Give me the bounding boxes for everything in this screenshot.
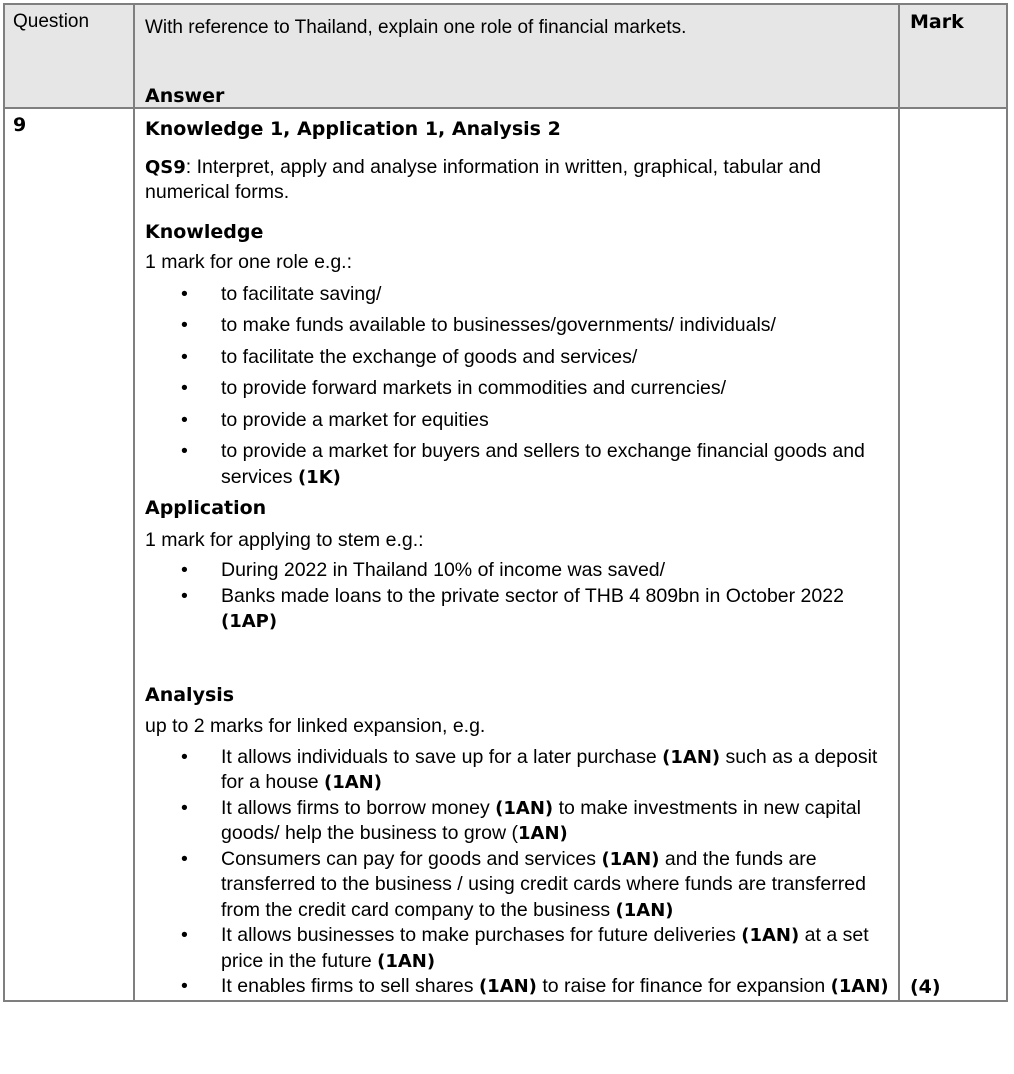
- application-intro: 1 mark for applying to stem e.g.:: [145, 528, 424, 551]
- list-item-text: Consumers can pay for goods and services: [221, 847, 602, 870]
- mark-tag: (1AP): [221, 611, 278, 632]
- bullet-icon: •: [181, 584, 188, 607]
- list-item-text: to make investments in new capital goods/ help the business to grow (: [221, 796, 861, 844]
- question-number-cell: [4, 108, 134, 1001]
- list-item-text: such as a deposit for a house: [221, 745, 878, 793]
- bullet-icon: •: [181, 345, 188, 368]
- bullet-icon: •: [181, 440, 188, 462]
- mark-header-cell: [899, 4, 1007, 108]
- bullet-icon: •: [181, 282, 188, 305]
- mark-tag: (1AN): [323, 772, 382, 793]
- list-item-text: to make funds available to businesses/governments/ individuals/: [221, 314, 776, 336]
- list-item-text: During 2022 in Thailand 10% of income was saved/: [221, 559, 666, 581]
- bullet-icon: •: [181, 924, 188, 946]
- list-item-text: to provide a market for equities: [221, 408, 489, 431]
- mark-tag: (1AN): [478, 976, 537, 997]
- bullet-icon: •: [181, 847, 188, 870]
- analysis-list: [145, 745, 890, 1000]
- qs-code: QS9: [145, 156, 186, 178]
- bullet-icon: •: [181, 559, 188, 581]
- list-item-text: It allows businesses to make purchases for future deliveries: [221, 924, 742, 946]
- list-item: [145, 974, 890, 1000]
- answer-cell: [134, 108, 899, 1001]
- bullet-icon: •: [181, 796, 188, 819]
- list-item-text: It enables firms to sell shares: [221, 975, 479, 997]
- question-text: With reference to Thailand, explain one role of financial markets.: [145, 17, 687, 38]
- list-item: [145, 796, 890, 847]
- application-list: [145, 558, 890, 635]
- question-label: Question: [13, 11, 90, 32]
- mark-tag: (1AN): [615, 899, 674, 921]
- list-item-text: to provide forward markets in commodities and currencies/: [221, 377, 727, 399]
- list-item: [145, 923, 890, 974]
- list-item-text: Banks made loans to the private sector of THB 4 809bn in October 2022: [221, 584, 844, 607]
- mark-summary: Knowledge 1, Application 1, Analysis 2: [145, 118, 561, 140]
- list-item-text: It allows firms to borrow money: [221, 796, 496, 819]
- analysis-heading: Analysis: [145, 683, 235, 706]
- mark-tag: (1AN): [662, 746, 721, 768]
- answer-row: [4, 108, 1007, 1001]
- list-item-text: to facilitate the exchange of goods and services/: [221, 345, 638, 368]
- answer-label: Answer: [145, 85, 225, 107]
- bullet-icon: •: [181, 408, 188, 431]
- knowledge-list: [145, 282, 890, 491]
- mark-tag: (1AN): [601, 848, 660, 870]
- list-item-text: It allows individuals to save up for a later purchase: [221, 745, 663, 768]
- mark-scheme-table: [3, 3, 1008, 1002]
- mark-value-cell: [899, 108, 1007, 1001]
- bullet-icon: •: [181, 314, 188, 336]
- list-item-text: at a set price in the future: [221, 924, 869, 972]
- header-row: [4, 4, 1007, 108]
- mark-value: (4): [910, 975, 941, 998]
- list-item: [145, 439, 890, 490]
- qs-text: : Interpret, apply and analyse information in written, graphical, tabular and numerical forms.: [145, 155, 821, 203]
- question-number: 9: [13, 114, 27, 136]
- bullet-icon: •: [181, 975, 188, 997]
- mark-label: Mark: [910, 11, 964, 33]
- list-item: [145, 376, 890, 402]
- list-item-text: to provide a market for buyers and sellers to exchange financial goods and services: [221, 440, 865, 488]
- mark-tag: (1AN): [830, 976, 889, 997]
- mark-tag: (1AN): [495, 797, 554, 819]
- question-text-cell: [134, 4, 899, 108]
- analysis-intro: up to 2 marks for linked expansion, e.g.: [145, 715, 486, 737]
- list-item-text: to facilitate saving/: [221, 282, 382, 305]
- list-item-text: to raise for finance for expansion: [536, 975, 831, 997]
- knowledge-heading: Knowledge: [145, 220, 264, 243]
- list-item-text: and the funds are transferred to the business / using credit cards where funds are transferred from the credit card company to the business: [221, 847, 866, 921]
- question-header-cell: [4, 4, 134, 108]
- mark-tag: (1AN): [741, 925, 800, 946]
- bullet-icon: •: [181, 745, 188, 768]
- qs-statement: [145, 155, 890, 206]
- list-item: [145, 282, 890, 308]
- list-item: [145, 345, 890, 371]
- list-item: [145, 408, 890, 434]
- bullet-icon: •: [181, 377, 188, 399]
- application-heading: Application: [145, 497, 267, 519]
- mark-tag: (1AN): [377, 950, 436, 972]
- list-item: [145, 847, 890, 924]
- mark-tag: (1K): [297, 466, 341, 488]
- list-item: [145, 745, 890, 796]
- list-item: [145, 558, 890, 584]
- list-item: [145, 584, 890, 635]
- knowledge-intro: 1 mark for one role e.g.:: [145, 251, 353, 273]
- list-item: [145, 313, 890, 339]
- mark-tag: 1AN): [518, 823, 568, 844]
